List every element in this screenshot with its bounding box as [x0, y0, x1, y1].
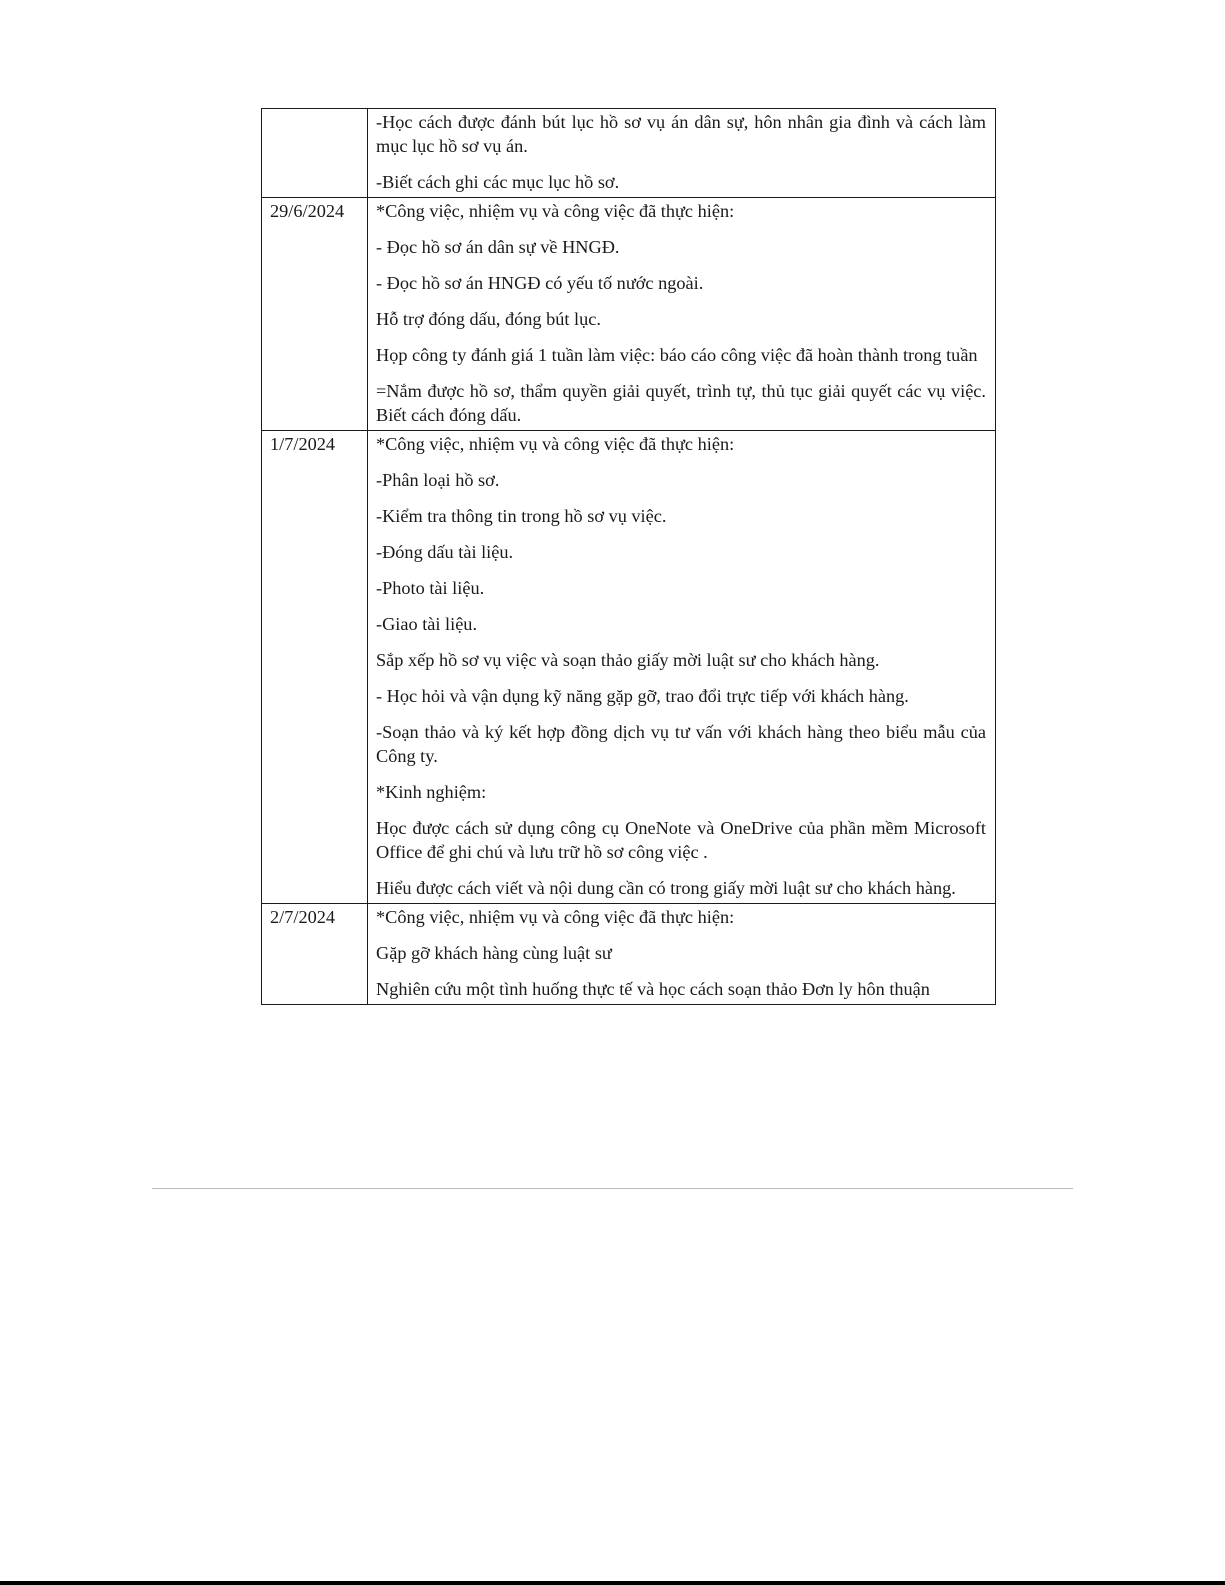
content-paragraph: Nghiên cứu một tình huống thực tế và học cách soạn thảo Đơn ly hôn thuận [376, 979, 930, 999]
row-date: 2/7/2024 [270, 907, 336, 927]
content-paragraph: *Công việc, nhiệm vụ và công việc đã thực hiện: [376, 201, 735, 221]
content-paragraph: Hiểu được cách viết và nội dung cần có trong giấy mời luật sư cho khách hàng. [376, 878, 956, 898]
row-date: 29/6/2024 [270, 201, 345, 221]
content-paragraph: -Biết cách ghi các mục lục hồ sơ. [376, 172, 620, 192]
content-paragraph: -Đóng dấu tài liệu. [376, 542, 514, 562]
content-paragraph: - Học hỏi và vận dụng kỹ năng gặp gỡ, trao đổi trực tiếp với khách hàng. [376, 686, 909, 706]
table-row [262, 198, 996, 431]
work-log-table [261, 108, 996, 1005]
content-paragraph: -Học cách được đánh bút lục hồ sơ vụ án dân sự, hôn nhân gia đình và cách làm mục lục hồ sơ vụ án. [376, 112, 986, 156]
content-paragraph: -Soạn thảo và ký kết hợp đồng dịch vụ tư vấn với khách hàng theo biểu mẫu của Công ty. [376, 722, 986, 766]
content-paragraph: -Phân loại hồ sơ. [376, 470, 500, 490]
content-cell [368, 431, 996, 904]
content-paragraph: -Giao tài liệu. [376, 614, 478, 634]
date-cell [262, 109, 368, 198]
date-cell [262, 904, 368, 1005]
content-cell [368, 904, 996, 1005]
content-paragraph: -Kiểm tra thông tin trong hồ sơ vụ việc. [376, 506, 667, 526]
content-paragraph: Họp công ty đánh giá 1 tuần làm việc: báo cáo công việc đã hoàn thành trong tuần [376, 345, 978, 365]
content-cell [368, 198, 996, 431]
content-paragraph: - Đọc hồ sơ án dân sự về HNGĐ. [376, 237, 620, 257]
content-paragraph: Hỗ trợ đóng dấu, đóng bút lục. [376, 309, 601, 329]
table-row [262, 431, 996, 904]
content-paragraph: Sắp xếp hồ sơ vụ việc và soạn thảo giấy mời luật sư cho khách hàng. [376, 650, 880, 670]
content-paragraph: Học được cách sử dụng công cụ OneNote và OneDrive của phần mềm Microsoft Office để ghi chú và lưu trữ hồ sơ công việc . [376, 818, 986, 862]
row-date: 1/7/2024 [270, 434, 336, 454]
content-cell [368, 109, 996, 198]
content-paragraph: *Công việc, nhiệm vụ và công việc đã thực hiện: [376, 434, 735, 454]
date-cell [262, 198, 368, 431]
content-paragraph: -Photo tài liệu. [376, 578, 485, 598]
table-row [262, 904, 996, 1005]
content-paragraph: *Công việc, nhiệm vụ và công việc đã thực hiện: [376, 907, 735, 927]
content-paragraph: =Nắm được hồ sơ, thẩm quyền giải quyết, trình tự, thủ tục giải quyết các vụ việc. Biết cách đóng dấu. [376, 381, 986, 425]
table-row [262, 109, 996, 198]
content-paragraph: *Kinh nghiệm: [376, 782, 487, 802]
page-separator [152, 1188, 1073, 1189]
content-paragraph: - Đọc hồ sơ án HNGĐ có yếu tố nước ngoài. [376, 273, 704, 293]
date-cell [262, 431, 368, 904]
content-paragraph: Gặp gỡ khách hàng cùng luật sư [376, 943, 612, 963]
page-bottom-edge [0, 1581, 1225, 1585]
